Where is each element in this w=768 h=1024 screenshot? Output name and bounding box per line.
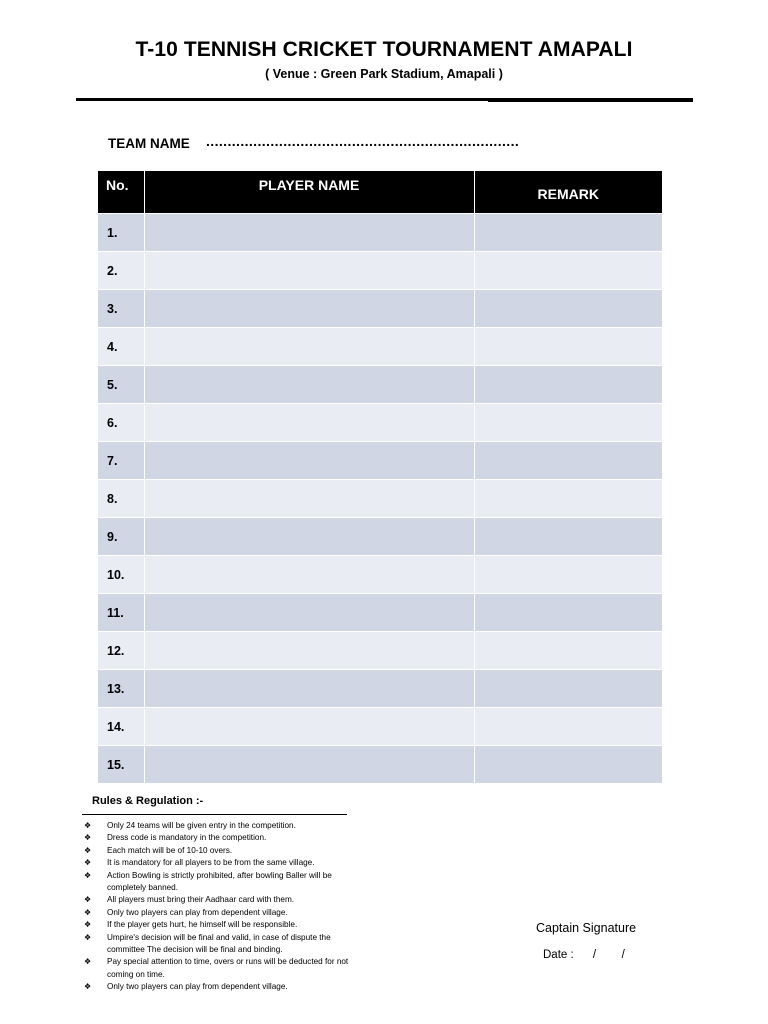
header-divider-accent	[488, 99, 693, 102]
diamond-bullet-icon: ❖	[84, 982, 92, 992]
remark-cell[interactable]	[474, 252, 662, 290]
remark-cell[interactable]	[474, 708, 662, 746]
table-row	[98, 632, 662, 670]
rules-title: Rules & Regulation :-	[92, 795, 204, 807]
table-row	[98, 252, 662, 290]
remark-cell[interactable]	[474, 632, 662, 670]
rule-item	[84, 981, 369, 993]
diamond-bullet-icon: ❖	[84, 932, 92, 942]
player-table-header	[98, 171, 662, 214]
column-header-player-name: PLAYER NAME	[144, 171, 474, 214]
rule-item	[84, 932, 369, 957]
table-row	[98, 290, 662, 328]
player-name-cell[interactable]	[144, 556, 474, 594]
diamond-bullet-icon: ❖	[84, 920, 92, 930]
player-name-cell[interactable]	[144, 594, 474, 632]
remark-cell[interactable]	[474, 214, 662, 252]
rule-item	[84, 832, 369, 844]
diamond-bullet-icon: ❖	[84, 870, 92, 880]
player-name-cell[interactable]	[144, 632, 474, 670]
player-name-cell[interactable]	[144, 404, 474, 442]
row-number: 11.	[98, 594, 144, 632]
row-number: 8.	[98, 480, 144, 518]
remark-cell[interactable]	[474, 480, 662, 518]
table-row	[98, 556, 662, 594]
table-row	[98, 670, 662, 708]
player-name-cell[interactable]	[144, 746, 474, 784]
remark-cell[interactable]	[474, 670, 662, 708]
rule-item	[84, 820, 369, 832]
rule-text: Umpire's decision will be final and valid, in case of dispute the committee The decision will be final and binding.	[107, 932, 331, 955]
remark-cell[interactable]	[474, 442, 662, 480]
diamond-bullet-icon: ❖	[84, 845, 92, 855]
remark-cell[interactable]	[474, 404, 662, 442]
row-number: 3.	[98, 290, 144, 328]
remark-cell[interactable]	[474, 290, 662, 328]
rule-item	[84, 845, 369, 857]
player-name-cell[interactable]	[144, 480, 474, 518]
row-number: 7.	[98, 442, 144, 480]
column-header-no: No.	[98, 171, 144, 214]
row-number: 9.	[98, 518, 144, 556]
captain-signature-label: Captain Signature	[536, 921, 637, 935]
rule-item	[84, 919, 369, 931]
document-title: T-10 TENNISH CRICKET TOURNAMENT AMAPALI	[135, 38, 633, 61]
rule-text: Pay special attention to time, overs or runs will be deducted for not coming on time.	[107, 957, 349, 979]
table-row	[98, 746, 662, 784]
diamond-bullet-icon: ❖	[84, 821, 92, 830]
diamond-bullet-icon: ❖	[84, 858, 92, 868]
table-row	[98, 366, 662, 404]
rule-text: Dress code is mandatory in the competition.	[107, 833, 267, 843]
row-number: 2.	[98, 252, 144, 290]
row-number: 5.	[98, 366, 144, 404]
rules-list	[84, 820, 369, 994]
remark-cell[interactable]	[474, 328, 662, 366]
rule-item	[84, 894, 369, 906]
row-number: 6.	[98, 404, 144, 442]
table-row	[98, 328, 662, 366]
row-number: 4.	[98, 328, 144, 366]
row-number: 10.	[98, 556, 144, 594]
table-row	[98, 404, 662, 442]
row-number: 14.	[98, 708, 144, 746]
rule-item	[84, 956, 369, 981]
rule-text: Only two players can play from dependent village.	[107, 907, 288, 917]
table-row	[98, 594, 662, 632]
player-name-cell[interactable]	[144, 670, 474, 708]
rule-text: Only 24 teams will be given entry in the competition.	[107, 821, 296, 830]
rule-item	[84, 857, 369, 869]
player-name-cell[interactable]	[144, 708, 474, 746]
rule-item	[84, 870, 369, 895]
diamond-bullet-icon: ❖	[84, 833, 92, 843]
remark-cell[interactable]	[474, 746, 662, 784]
rule-text: Only two players can play from dependent village.	[107, 982, 288, 992]
player-name-cell[interactable]	[144, 442, 474, 480]
row-number: 1.	[98, 214, 144, 252]
team-name-label: TEAM NAME	[108, 136, 190, 151]
diamond-bullet-icon: ❖	[84, 907, 92, 917]
rule-text: Each match will be of 10-10 overs.	[107, 845, 233, 855]
player-name-cell[interactable]	[144, 290, 474, 328]
row-number: 13.	[98, 670, 144, 708]
player-name-cell[interactable]	[144, 366, 474, 404]
remark-cell[interactable]	[474, 518, 662, 556]
column-header-remark: REMARK	[474, 171, 662, 214]
row-number: 12.	[98, 632, 144, 670]
table-row	[98, 708, 662, 746]
table-row	[98, 214, 662, 252]
team-name-blank[interactable]: .........................................................................	[206, 133, 520, 149]
diamond-bullet-icon: ❖	[84, 895, 92, 905]
rule-text: Action Bowling is strictly prohibited, after bowling Baller will be completely banned.	[107, 870, 332, 893]
player-name-cell[interactable]	[144, 214, 474, 252]
player-name-cell[interactable]	[144, 328, 474, 366]
row-number: 15.	[98, 746, 144, 784]
rule-text: If the player gets hurt, he himself will be responsible.	[107, 920, 298, 930]
table-row	[98, 480, 662, 518]
table-row	[98, 442, 662, 480]
rule-item	[84, 907, 369, 919]
rule-text: All players must bring their Aadhaar card with them.	[107, 895, 295, 905]
venue-subtitle: ( Venue : Green Park Stadium, Amapali )	[265, 67, 503, 81]
remark-cell[interactable]	[474, 366, 662, 404]
diamond-bullet-icon: ❖	[84, 957, 92, 967]
date-field: Date : / /	[543, 949, 625, 961]
remark-cell[interactable]	[474, 594, 662, 632]
rule-text: It is mandatory for all players to be from the same village.	[107, 858, 315, 868]
player-table	[98, 171, 662, 783]
table-row	[98, 518, 662, 556]
rules-divider	[82, 814, 347, 815]
remark-cell[interactable]	[474, 556, 662, 594]
player-name-cell[interactable]	[144, 518, 474, 556]
player-name-cell[interactable]	[144, 252, 474, 290]
